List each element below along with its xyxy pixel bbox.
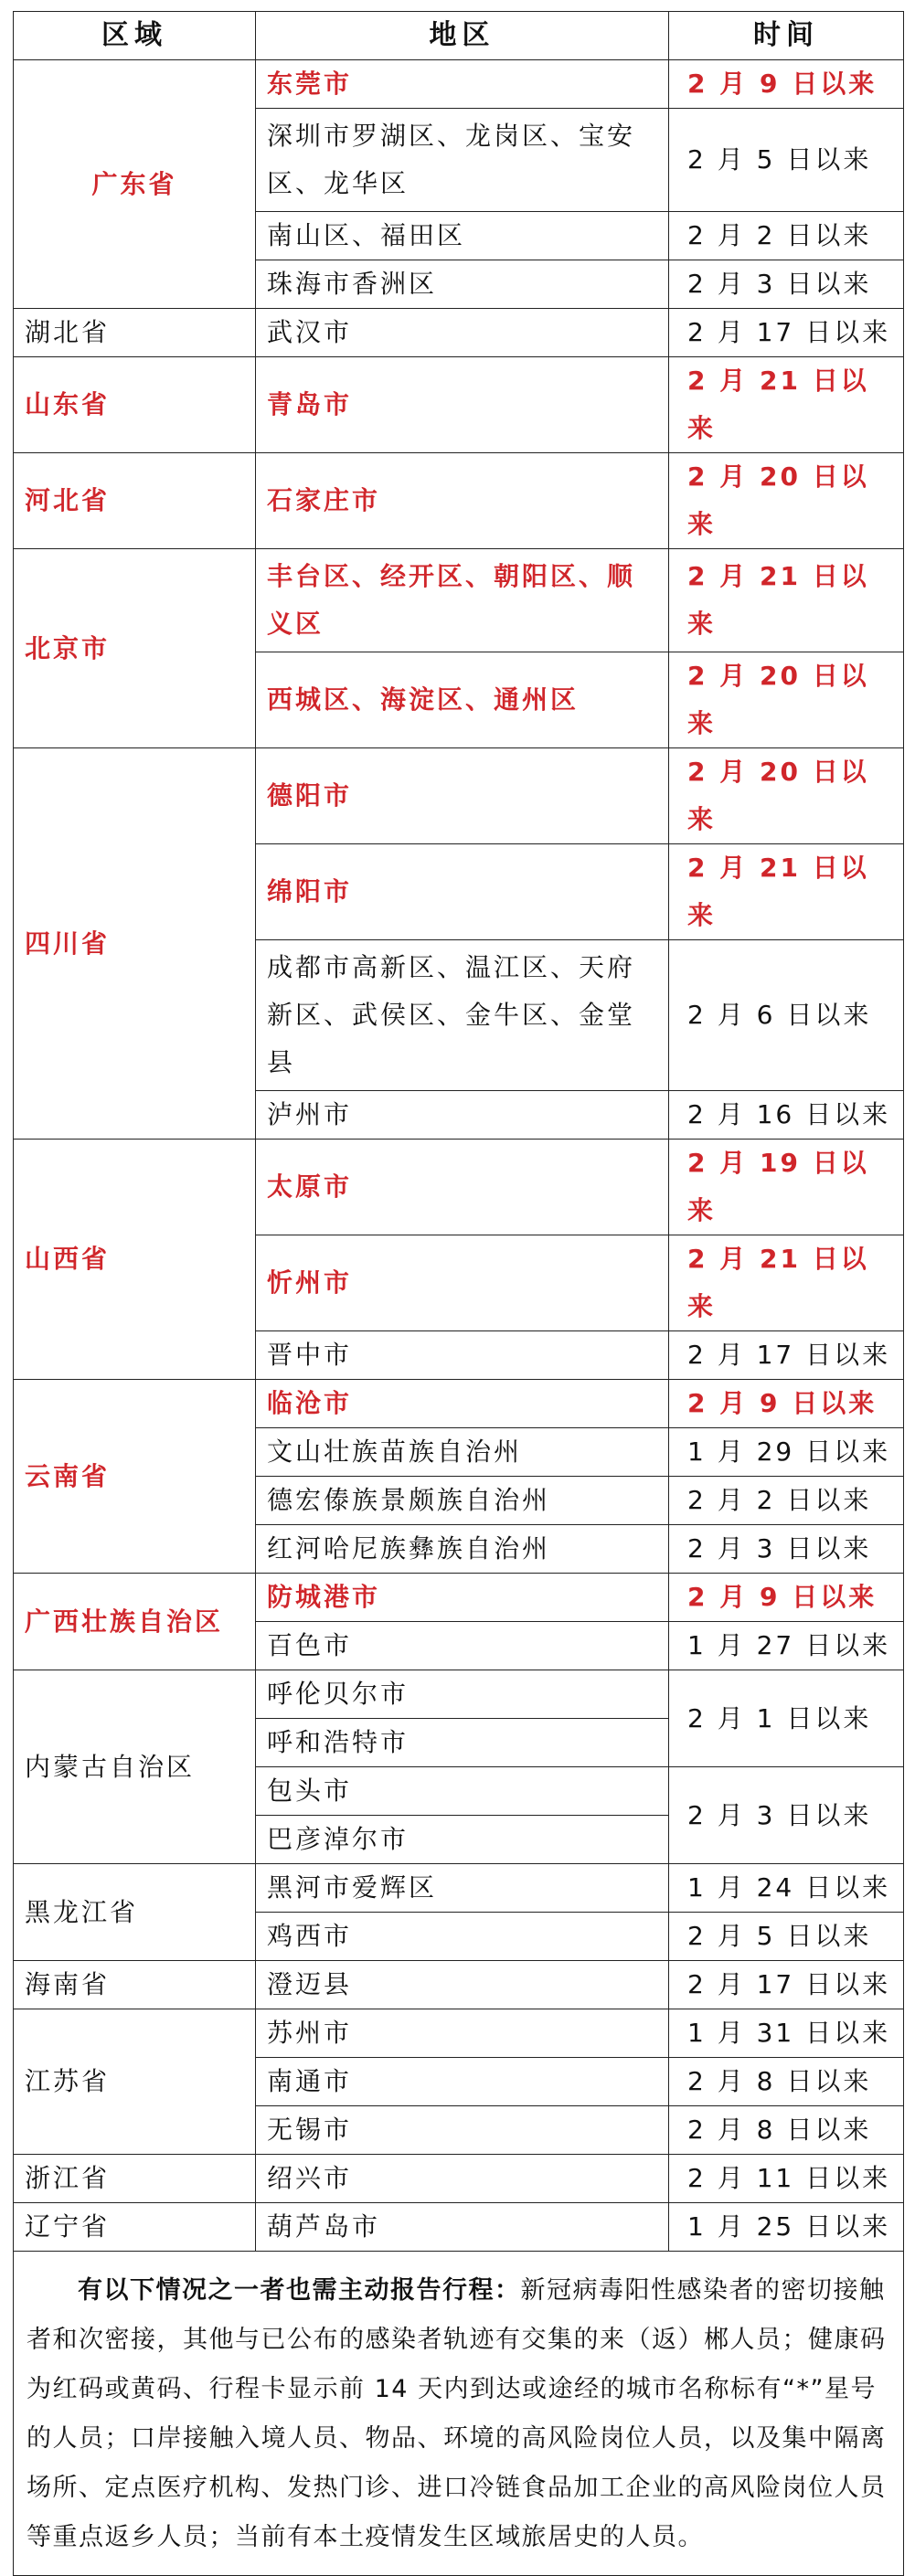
table-row: [14, 309, 904, 357]
time-cell: 2 月 6 日以来: [669, 940, 904, 1091]
time-cell: 2 月 9 日以来: [669, 60, 904, 109]
header-row: [14, 12, 904, 60]
header-district: 地区: [256, 12, 669, 60]
table-row: [14, 2009, 904, 2058]
travel-report-table: [13, 11, 904, 2576]
district-cell: 百色市: [256, 1622, 669, 1670]
district-cell: 无锡市: [256, 2106, 669, 2155]
header-time: 时间: [669, 12, 904, 60]
table-row: [14, 2155, 904, 2203]
time-cell: 2 月 2 日以来: [669, 212, 904, 260]
table-row: [14, 1670, 904, 1719]
district-cell: 绍兴市: [256, 2155, 669, 2203]
time-cell: 2 月 8 日以来: [669, 2058, 904, 2106]
note-lead: 有以下情况之一者也需主动报告行程：: [78, 2276, 521, 2305]
time-cell: 2 月 5 日以来: [669, 1913, 904, 1961]
district-cell: 成都市高新区、温江区、天府新区、武侯区、金牛区、金堂县: [256, 940, 669, 1091]
time-cell: 2 月 1 日以来: [669, 1670, 904, 1767]
note-body: 新冠病毒阳性感染者的密切接触者和次密接，其他与已公布的感染者轨迹有交集的来（返）郴人员；健康码为红码或黄码、行程卡显示前 14 天内到达或途经的城市名称标有“*”星号的人员；口岸接触入境人员、物品、环境的高风险岗位人员，以及集中隔离场所、定点医疗机构、发热门诊、进口冷链食品加工企业的高风险岗位人员等重点返乡人员；当前有本土疫情发生区域旅居史的人员。: [27, 2276, 887, 2551]
district-cell: 葫芦岛市: [256, 2203, 669, 2252]
district-cell: 青岛市: [256, 357, 669, 453]
region-cell: 内蒙古自治区: [14, 1670, 256, 1864]
time-cell: 1 月 31 日以来: [669, 2009, 904, 2058]
district-cell: 防城港市: [256, 1574, 669, 1622]
time-cell: 2 月 11 日以来: [669, 2155, 904, 2203]
table-row: [14, 1380, 904, 1428]
table-row: [14, 1961, 904, 2009]
table-row: [14, 1140, 904, 1235]
region-cell: 云南省: [14, 1380, 256, 1574]
page: [13, 11, 903, 2576]
region-cell: 江苏省: [14, 2009, 256, 2155]
district-cell: 西城区、海淀区、通州区: [256, 652, 669, 748]
time-cell: 1 月 29 日以来: [669, 1428, 904, 1477]
district-cell: 珠海市香洲区: [256, 260, 669, 309]
district-cell: 巴彦淖尔市: [256, 1816, 669, 1864]
district-cell: 石家庄市: [256, 453, 669, 549]
region-cell: 四川省: [14, 748, 256, 1140]
note-cell: [14, 2252, 904, 2576]
time-cell: 2 月 21 日以来: [669, 1235, 904, 1331]
region-cell: 北京市: [14, 549, 256, 748]
time-cell: 2 月 16 日以来: [669, 1091, 904, 1140]
district-cell: 丰台区、经开区、朝阳区、顺义区: [256, 549, 669, 652]
time-cell: 2 月 20 日以来: [669, 652, 904, 748]
district-cell: 东莞市: [256, 60, 669, 109]
region-cell: 山西省: [14, 1140, 256, 1380]
district-cell: 忻州市: [256, 1235, 669, 1331]
district-cell: 临沧市: [256, 1380, 669, 1428]
district-cell: 苏州市: [256, 2009, 669, 2058]
district-cell: 绵阳市: [256, 844, 669, 940]
table-row: [14, 549, 904, 652]
time-cell: 2 月 20 日以来: [669, 453, 904, 549]
time-cell: 2 月 21 日以来: [669, 844, 904, 940]
region-cell: 湖北省: [14, 309, 256, 357]
district-cell: 太原市: [256, 1140, 669, 1235]
table-row: [14, 1574, 904, 1622]
district-cell: 晋中市: [256, 1331, 669, 1380]
time-cell: 2 月 21 日以来: [669, 549, 904, 652]
district-cell: 红河哈尼族彝族自治州: [256, 1525, 669, 1574]
table-row: [14, 453, 904, 549]
region-cell: 河北省: [14, 453, 256, 549]
note-row: [14, 2252, 904, 2576]
district-cell: 黑河市爱辉区: [256, 1864, 669, 1913]
region-cell: 广东省: [14, 60, 256, 309]
header-region: 区域: [14, 12, 256, 60]
time-cell: 2 月 17 日以来: [669, 1331, 904, 1380]
district-cell: 呼和浩特市: [256, 1719, 669, 1767]
district-cell: 武汉市: [256, 309, 669, 357]
time-cell: 2 月 19 日以来: [669, 1140, 904, 1235]
district-cell: 呼伦贝尔市: [256, 1670, 669, 1719]
time-cell: 2 月 9 日以来: [669, 1574, 904, 1622]
region-cell: 海南省: [14, 1961, 256, 2009]
time-cell: 1 月 24 日以来: [669, 1864, 904, 1913]
region-cell: 浙江省: [14, 2155, 256, 2203]
time-cell: 2 月 3 日以来: [669, 1525, 904, 1574]
district-cell: 文山壮族苗族自治州: [256, 1428, 669, 1477]
district-cell: 南通市: [256, 2058, 669, 2106]
table-row: [14, 2203, 904, 2252]
table-row: [14, 60, 904, 109]
district-cell: 包头市: [256, 1767, 669, 1816]
time-cell: 2 月 9 日以来: [669, 1380, 904, 1428]
district-cell: 南山区、福田区: [256, 212, 669, 260]
district-cell: 德宏傣族景颇族自治州: [256, 1477, 669, 1525]
time-cell: 2 月 20 日以来: [669, 748, 904, 844]
time-cell: 2 月 21 日以来: [669, 357, 904, 453]
time-cell: 1 月 27 日以来: [669, 1622, 904, 1670]
region-cell: 黑龙江省: [14, 1864, 256, 1961]
district-cell: 澄迈县: [256, 1961, 669, 2009]
time-cell: 2 月 3 日以来: [669, 1767, 904, 1864]
table-row: [14, 748, 904, 844]
district-cell: 泸州市: [256, 1091, 669, 1140]
time-cell: 2 月 2 日以来: [669, 1477, 904, 1525]
time-cell: 1 月 25 日以来: [669, 2203, 904, 2252]
region-cell: 山东省: [14, 357, 256, 453]
region-cell: 辽宁省: [14, 2203, 256, 2252]
time-cell: 2 月 17 日以来: [669, 1961, 904, 2009]
table-row: [14, 1864, 904, 1913]
table-row: [14, 357, 904, 453]
time-cell: 2 月 8 日以来: [669, 2106, 904, 2155]
time-cell: 2 月 3 日以来: [669, 260, 904, 309]
district-cell: 深圳市罗湖区、龙岗区、宝安区、龙华区: [256, 109, 669, 212]
region-cell: 广西壮族自治区: [14, 1574, 256, 1670]
district-cell: 德阳市: [256, 748, 669, 844]
time-cell: 2 月 5 日以来: [669, 109, 904, 212]
district-cell: 鸡西市: [256, 1913, 669, 1961]
time-cell: 2 月 17 日以来: [669, 309, 904, 357]
